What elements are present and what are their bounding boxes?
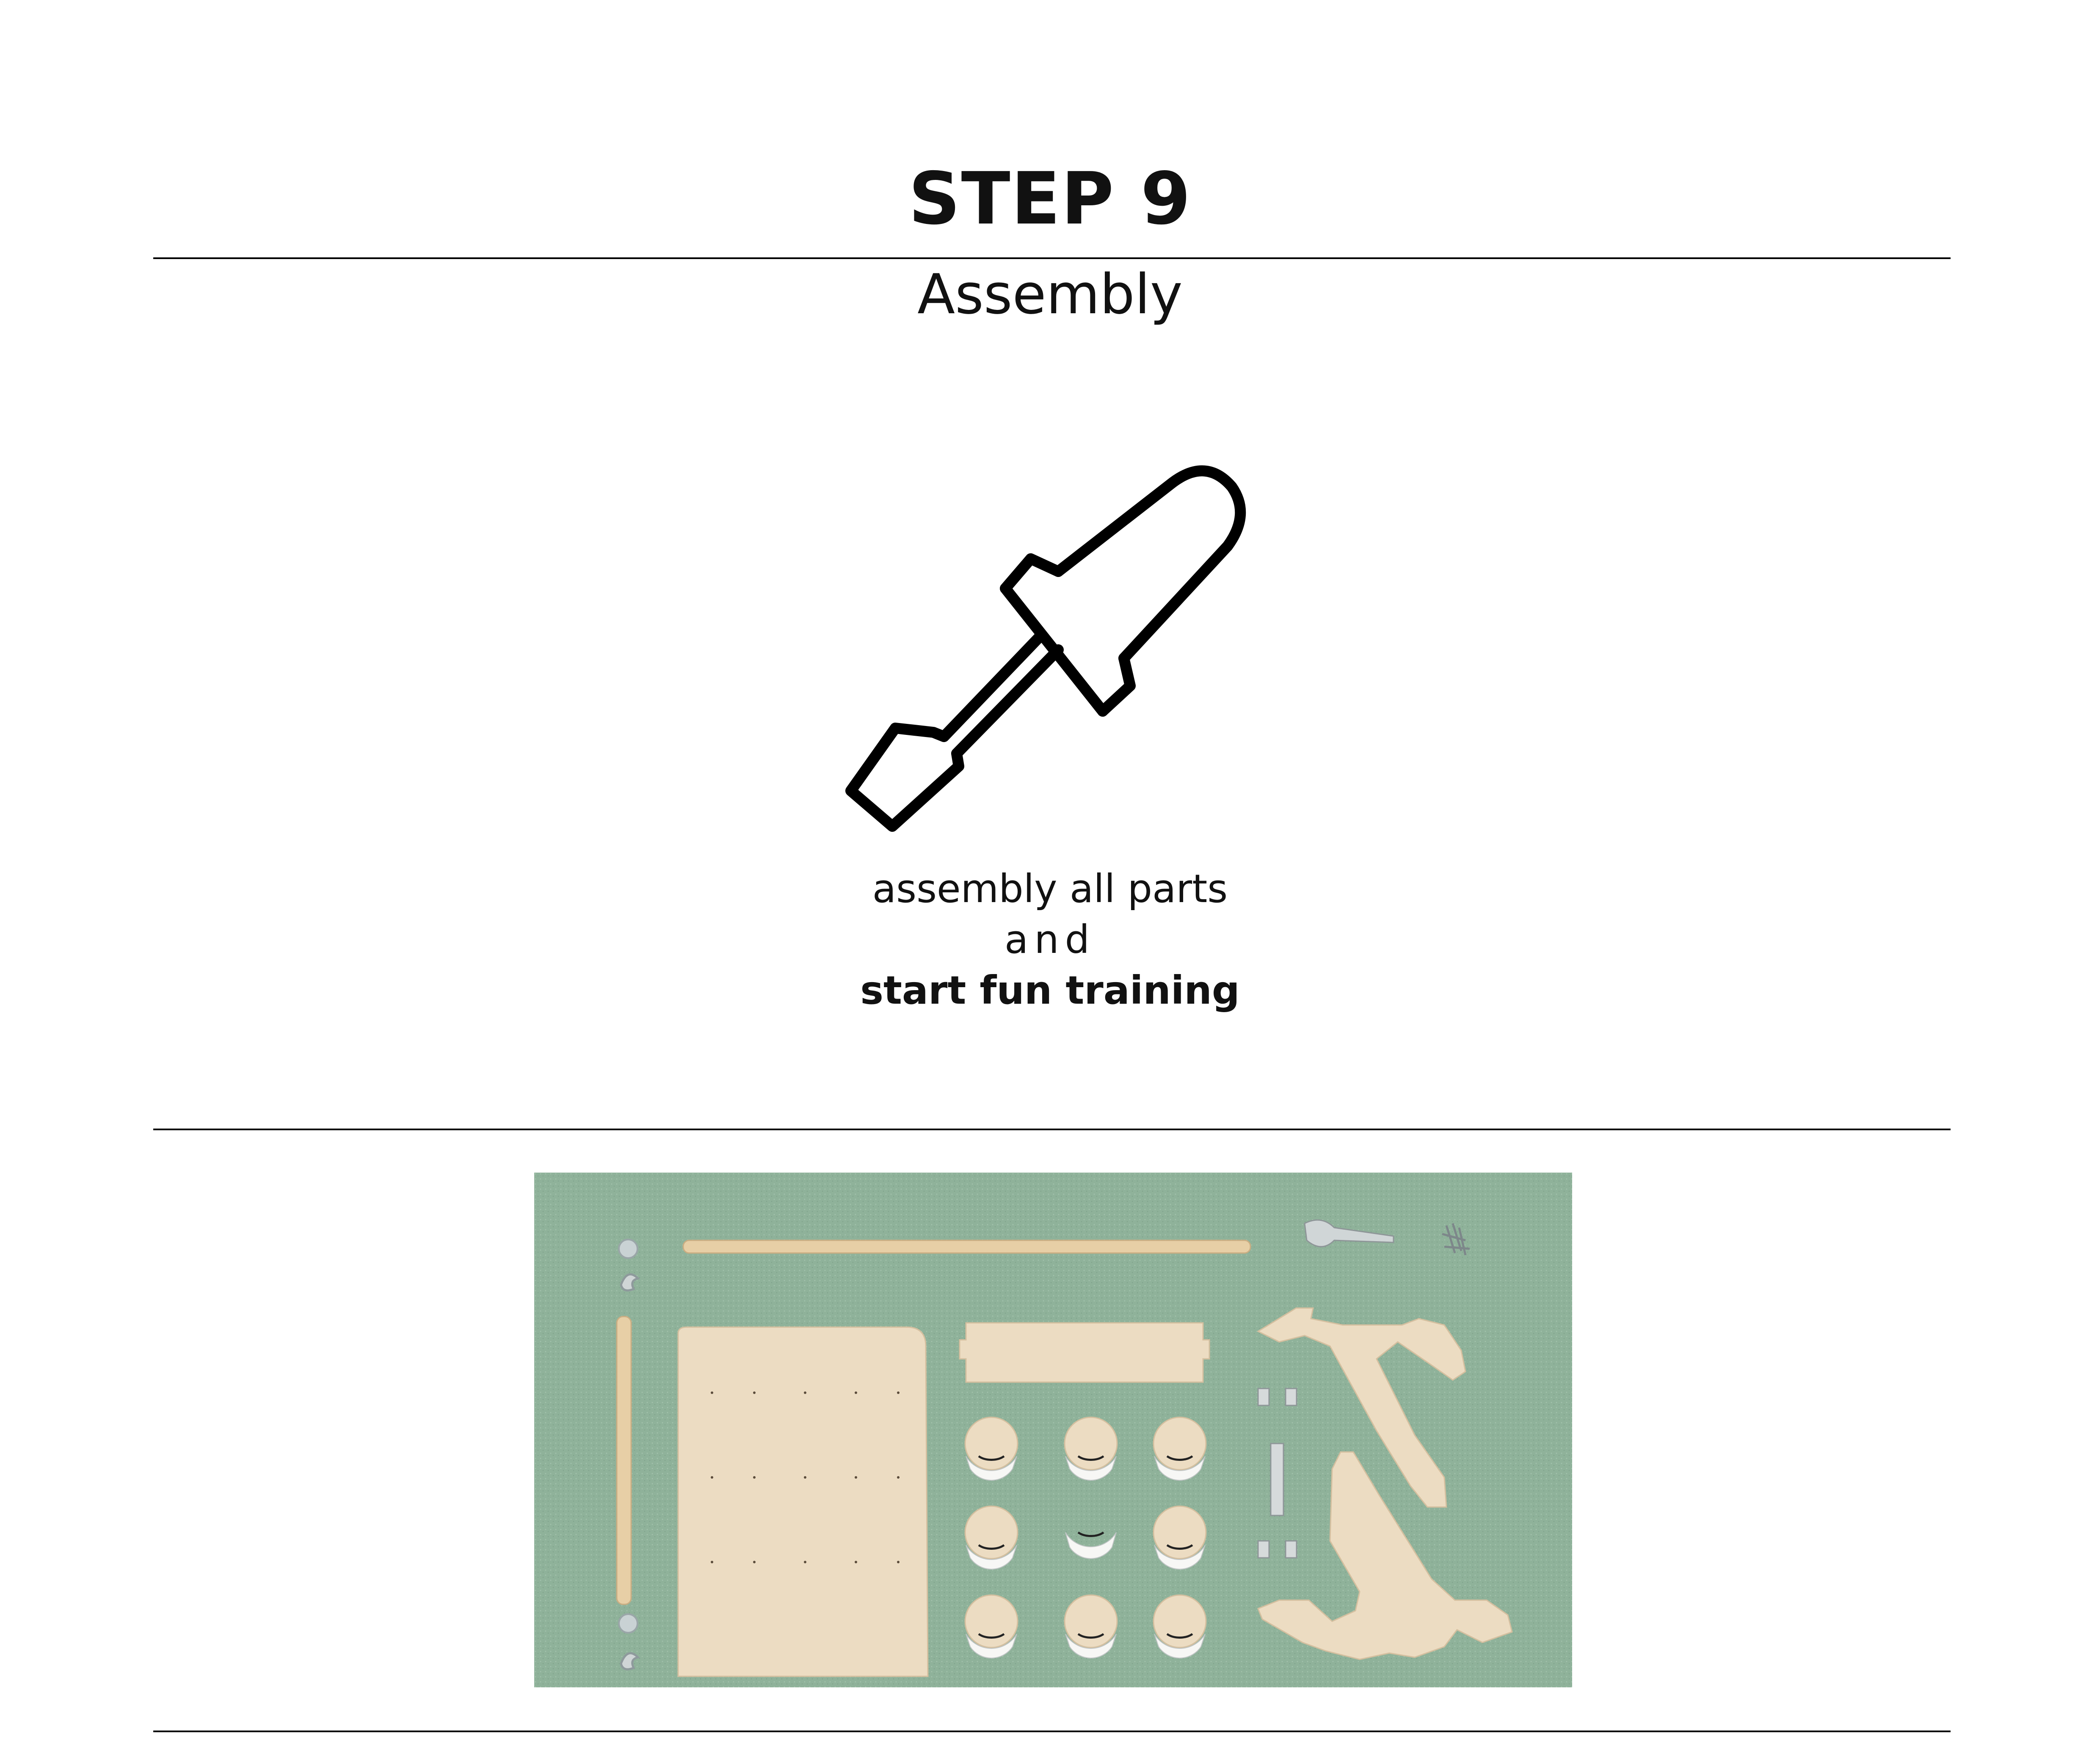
long-dowel — [683, 1240, 1250, 1253]
instruction-line-3: start fun training — [860, 968, 1240, 1013]
bottom-divider — [153, 1731, 1951, 1732]
screwdriver-icon — [842, 457, 1249, 855]
end-cap — [619, 1239, 637, 1258]
end-cap — [619, 1614, 637, 1633]
section-subtitle: Assembly — [917, 262, 1183, 326]
instruction-line-1: assembly all parts — [872, 866, 1228, 911]
base-board — [678, 1327, 928, 1676]
instruction-line-2: and — [1004, 917, 1096, 962]
cross-board — [960, 1323, 1209, 1382]
parts-layout-photo — [534, 1173, 1572, 1687]
middle-divider — [153, 1129, 1951, 1130]
short-dowel — [617, 1317, 631, 1604]
step-title: STEP 9 — [908, 157, 1192, 241]
